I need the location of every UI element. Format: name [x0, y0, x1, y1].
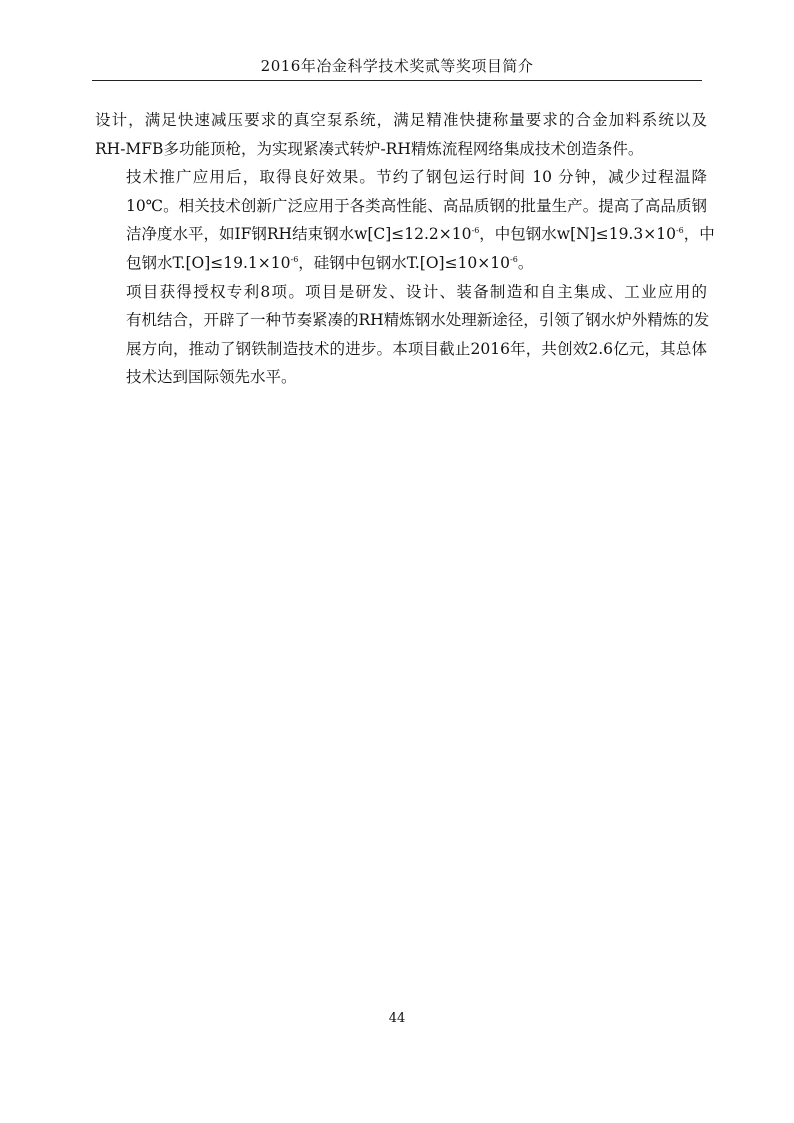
page-number: 44: [388, 1011, 406, 1026]
text-line-with-superscripts: [95, 249, 707, 278]
text-line: 展方向，推动了钢铁制造技术的进步。本项目截止2016年，共创效2.6亿元，其总体: [126, 339, 707, 358]
text-line: 10℃。相关技术创新广泛应用于各类高性能、高品质钢的批量生产。提高了高品质钢: [126, 196, 707, 215]
paragraph-3: [95, 278, 710, 392]
paragraph-2: [95, 163, 715, 277]
text-line-with-superscripts: [95, 220, 715, 249]
superscript-exponent: -6: [510, 254, 518, 264]
text-line: 设计，满足快速减压要求的真空泵系统，满足精准快捷称量要求的合金加料系统以及: [95, 111, 707, 129]
document-body: [95, 106, 715, 392]
text-line: 技术达到国际领先水平。: [126, 368, 297, 387]
text-line: RH-MFB多功能顶枪，为实现紧凑式转炉-RH精炼流程网络集成技术创造条件。: [95, 139, 644, 158]
text-segment: ，硅钢中包钢水T.[O]≤10×10: [298, 253, 511, 272]
text-line: 技术推广应用后，取得良好效果。节约了钢包运行时间 10 分钟，减少过程温降: [126, 168, 707, 187]
header-divider: [92, 80, 702, 81]
superscript-exponent: -6: [675, 226, 684, 236]
text-line: 项目获得授权专利8项。项目是研发、设计、装备制造和自主集成、工业应用的: [126, 282, 707, 301]
superscript-exponent: -6: [471, 226, 480, 236]
paragraph-1: [95, 106, 707, 163]
text-segment: 。: [517, 253, 534, 272]
text-segment: 包钢水T.[O]≤19.1×10: [126, 253, 291, 272]
superscript-exponent: -6: [290, 254, 299, 264]
text-segment: 洁净度水平，如IF钢RH结束钢水w[C]≤12.2×10: [126, 225, 472, 244]
text-line: 有机结合，开辟了一种节奏紧凑的RH精炼钢水处理新途径，引领了钢水炉外精炼的发: [126, 311, 710, 330]
text-segment: ，中包钢水w[N]≤19.3×10: [479, 225, 676, 244]
page-header-title: 2016年冶金科学技术奖贰等奖项目简介: [260, 57, 534, 75]
text-segment: ，中: [683, 225, 715, 244]
